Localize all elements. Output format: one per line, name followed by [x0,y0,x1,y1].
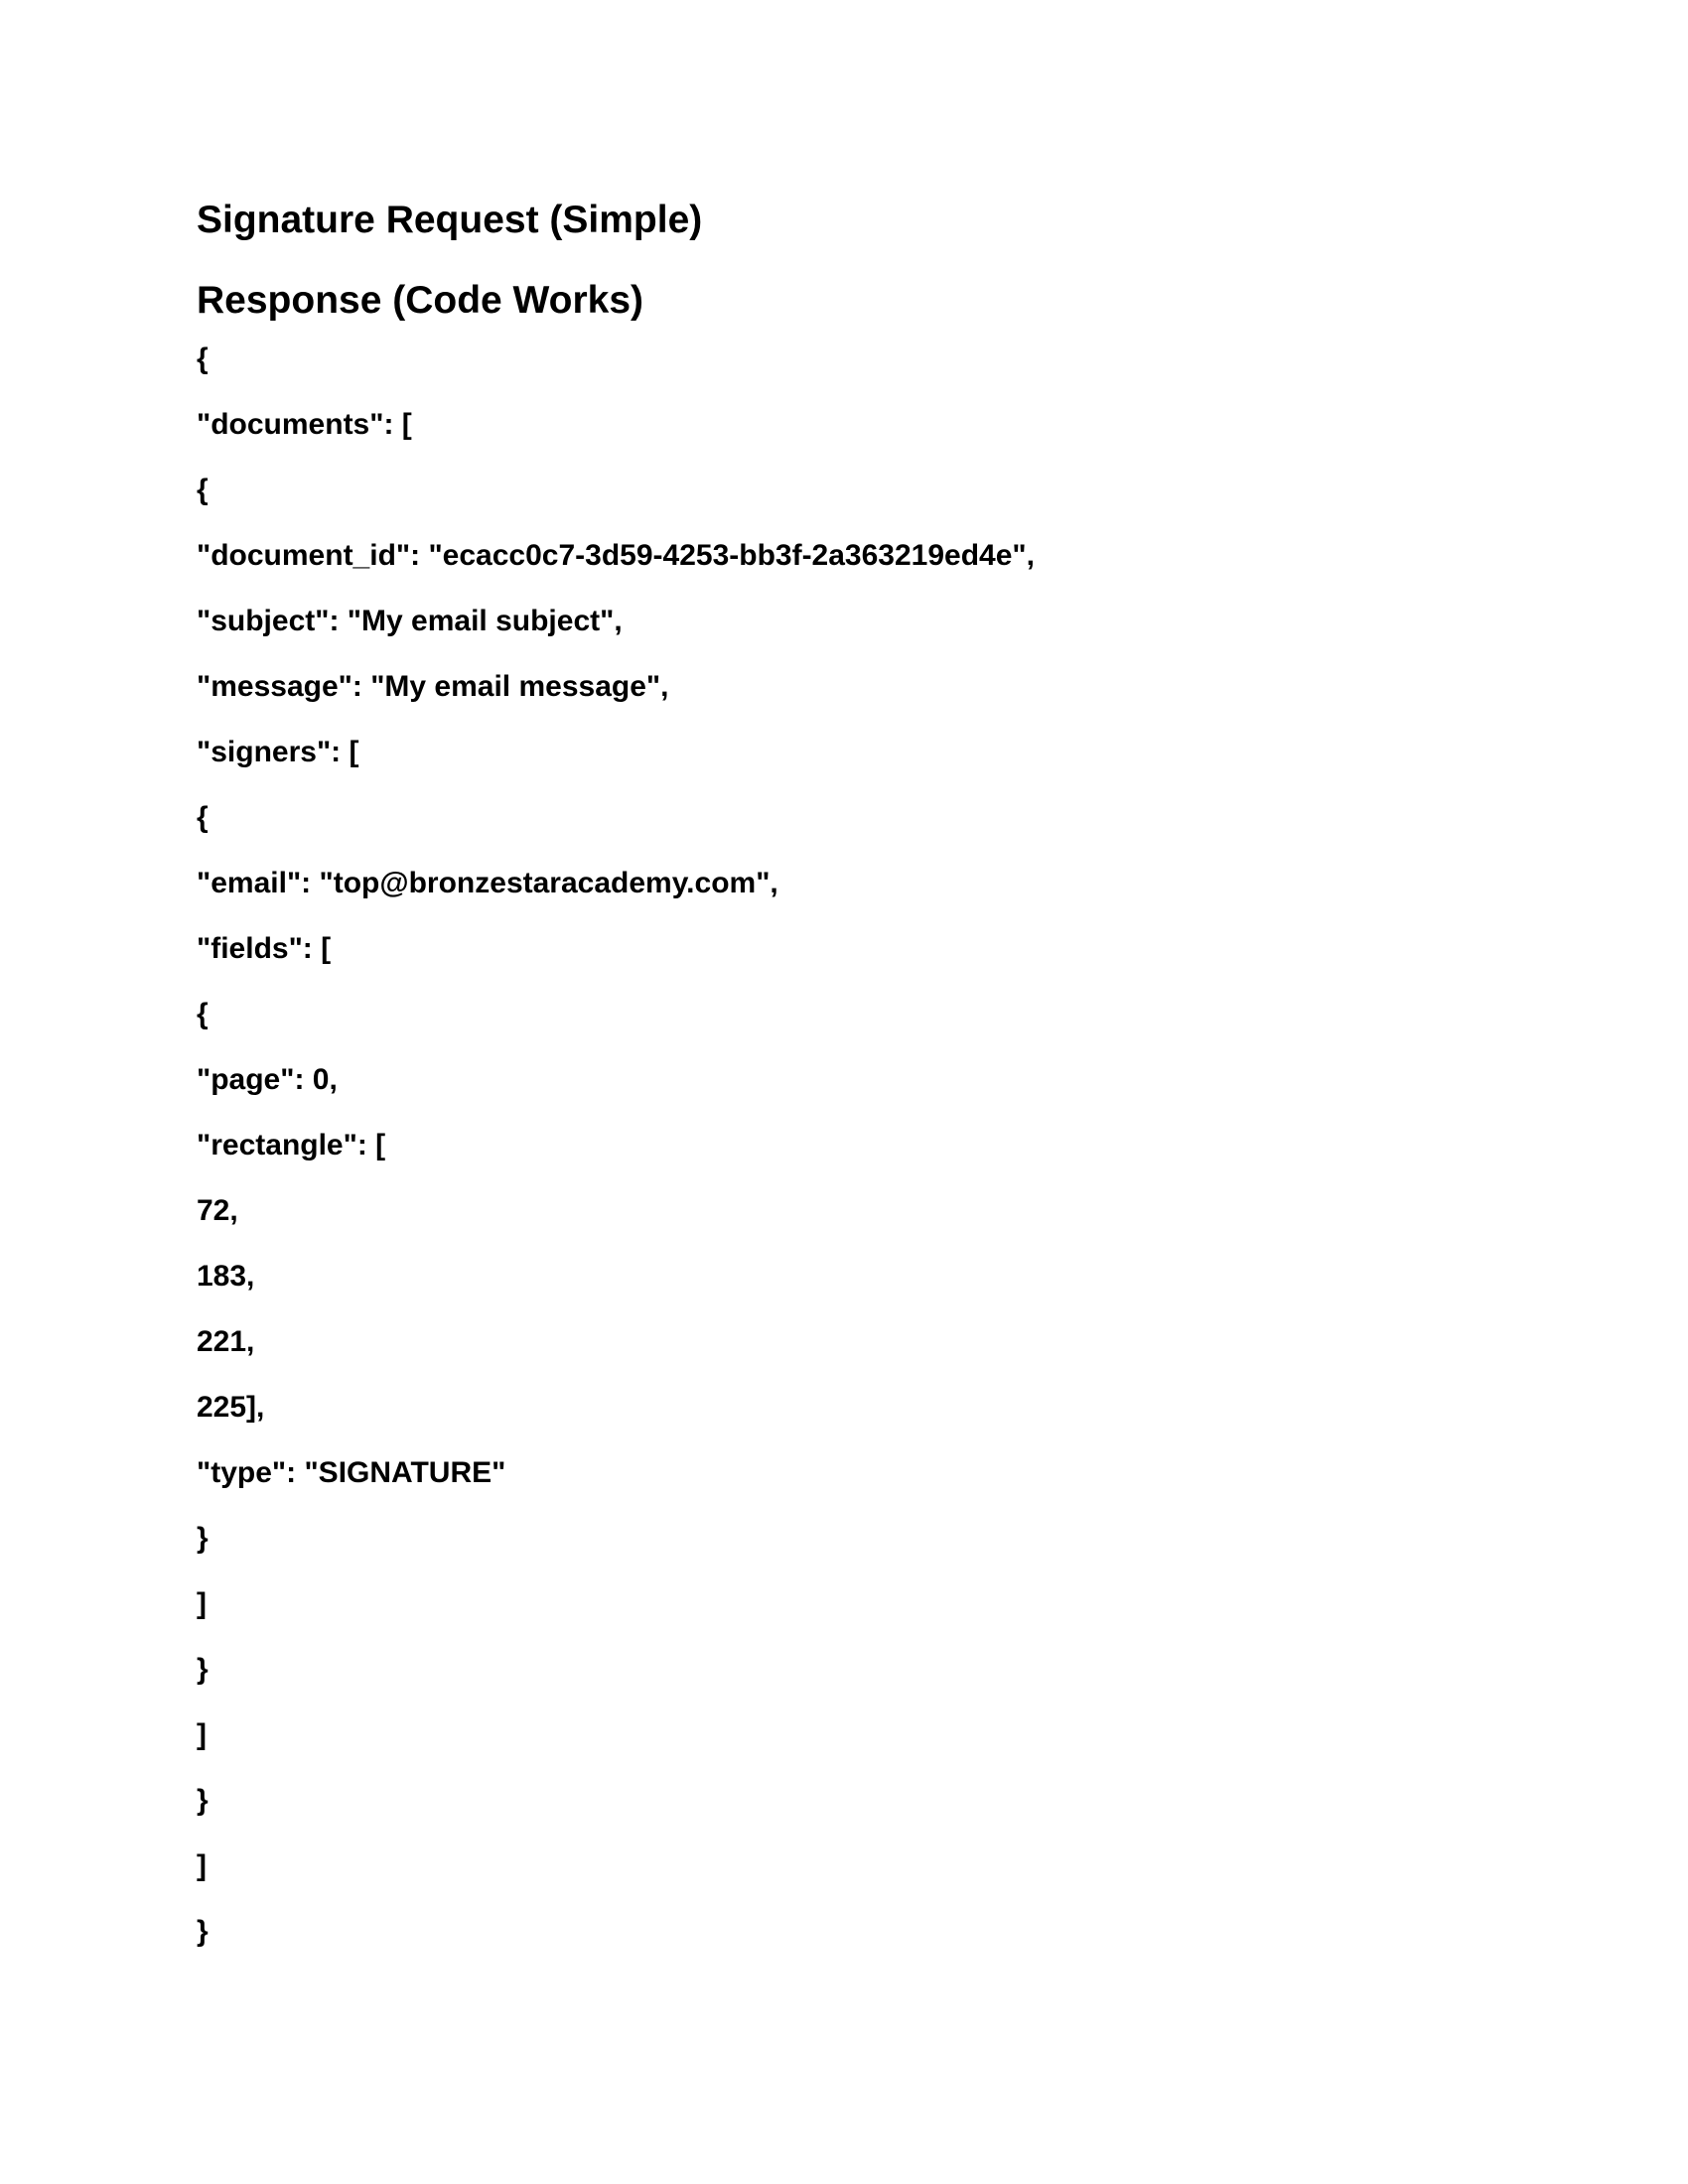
document-title: Signature Request (Simple) [197,199,703,241]
section-heading: Response (Code Works) [197,279,644,322]
code-line: 72, [197,1194,238,1227]
code-line: "fields": [ [197,932,332,965]
code-line: { [197,474,209,506]
code-line: ] [197,1849,207,1882]
code-line: 225], [197,1391,265,1424]
code-line: } [197,1784,209,1817]
code-line: { [197,342,209,375]
document-body [197,195,1487,1978]
json-code-block [197,340,1487,1952]
code-line: } [197,1915,209,1948]
code-line: "page": 0, [197,1063,338,1096]
code-line: { [197,998,209,1030]
code-line: { [197,801,209,834]
code-line: 221, [197,1325,255,1358]
code-line: } [197,1522,209,1555]
code-line: "rectangle": [ [197,1129,386,1161]
code-line: "subject": "My email subject", [197,605,623,637]
code-line: 183, [197,1260,255,1293]
code-line: "email": "top@bronzestaracademy.com", [197,867,778,899]
code-line: "documents": [ [197,408,412,441]
code-line: "message": "My email message", [197,670,669,703]
code-line: ] [197,1587,207,1620]
code-line: "document_id": "ecacc0c7-3d59-4253-bb3f-2a363219ed4e", [197,539,1035,572]
code-line: } [197,1653,209,1686]
code-line: "signers": [ [197,736,359,768]
code-line: "type": "SIGNATURE" [197,1456,506,1489]
code-line: ] [197,1718,207,1751]
